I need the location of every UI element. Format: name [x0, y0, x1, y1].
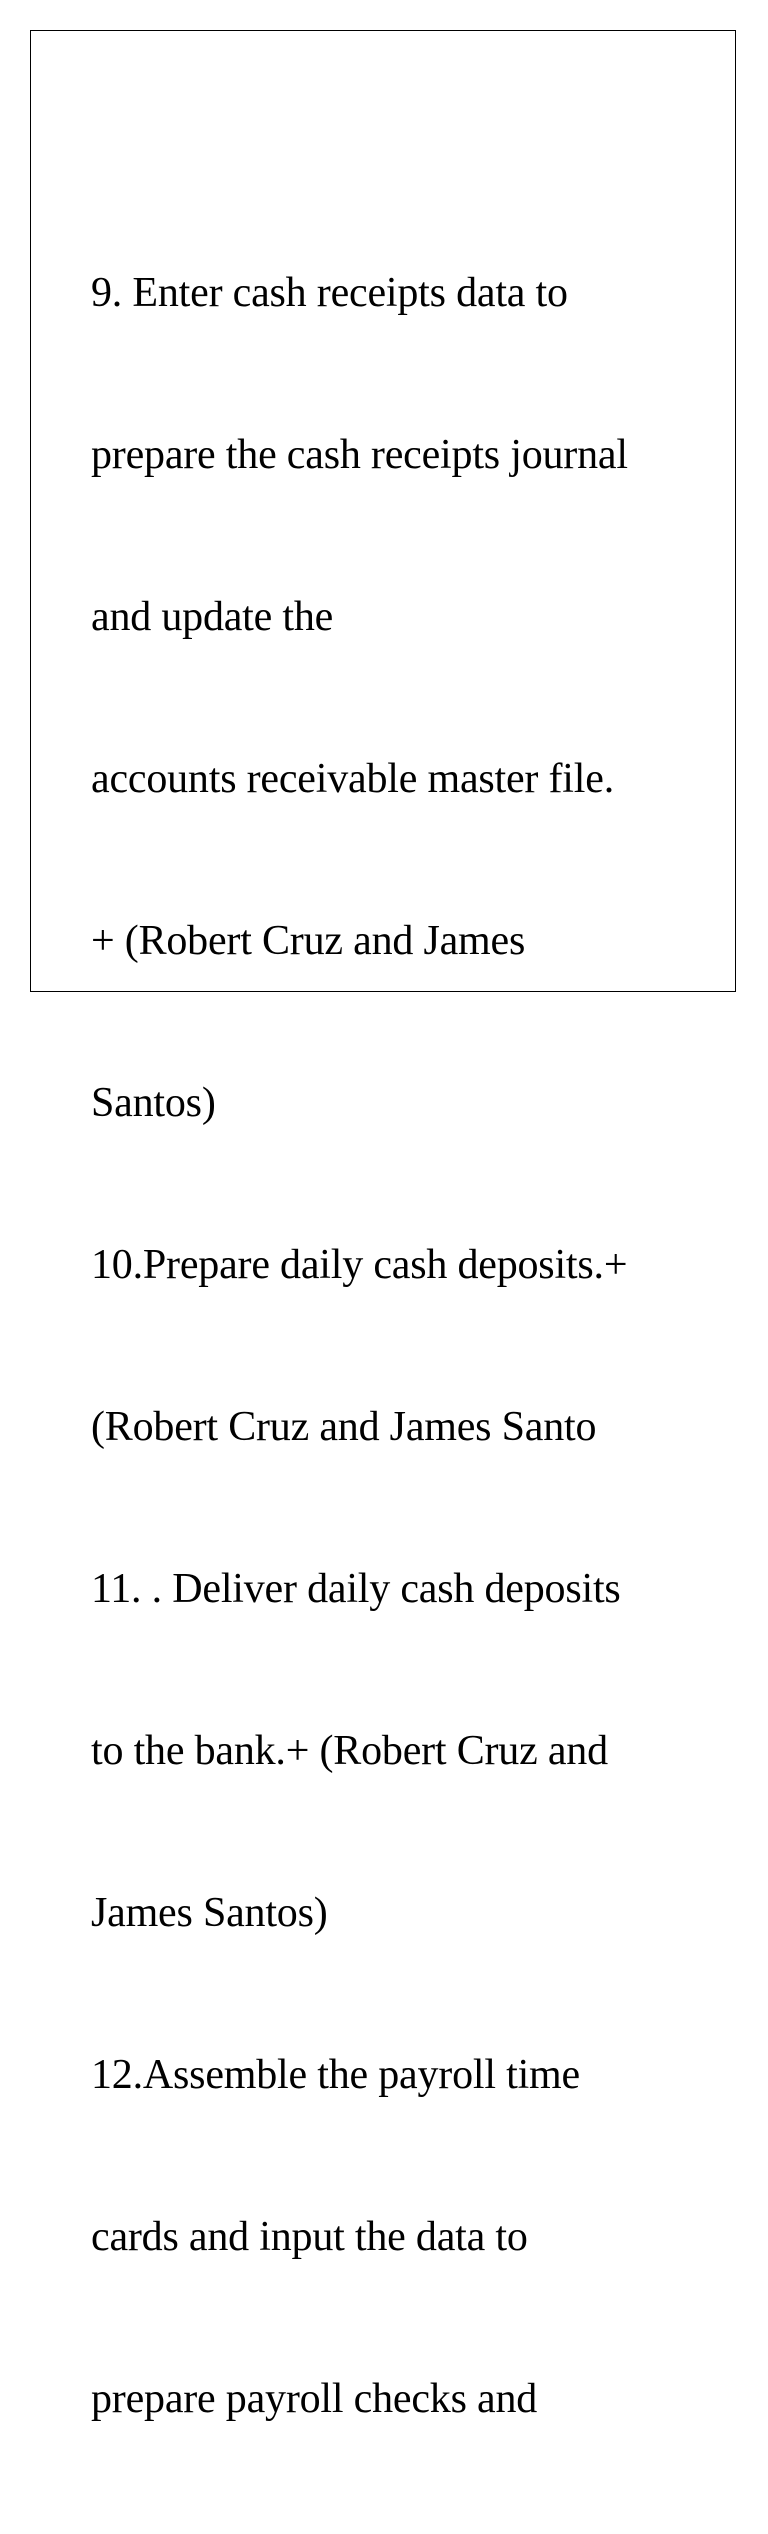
text-line: + (Robert Cruz and James [91, 918, 526, 964]
text-line: accounts receivable master file. [91, 756, 614, 802]
text-line: 10.Prepare daily cash deposits.+ [91, 1242, 628, 1288]
text-line: prepare payroll checks and [91, 2376, 538, 2422]
text-line: prepare the cash receipts journal [91, 432, 628, 478]
text-line: and update the [91, 594, 334, 640]
text-line: to the bank.+ (Robert Cruz and [91, 1728, 608, 1774]
document-body [91, 158, 711, 2534]
text-line: cards and input the data to [91, 2214, 528, 2260]
text-line: 9. Enter cash receipts data to [91, 270, 568, 316]
text-line: Santos) [91, 1080, 216, 1126]
text-line: 12.Assemble the payroll time [91, 2052, 580, 2098]
text-line: James Santos) [91, 1890, 328, 1936]
page-frame [30, 30, 736, 2422]
text-line: 11. . Deliver daily cash deposits [91, 1566, 621, 1612]
text-line: (Robert Cruz and James Santo [91, 1404, 597, 1450]
